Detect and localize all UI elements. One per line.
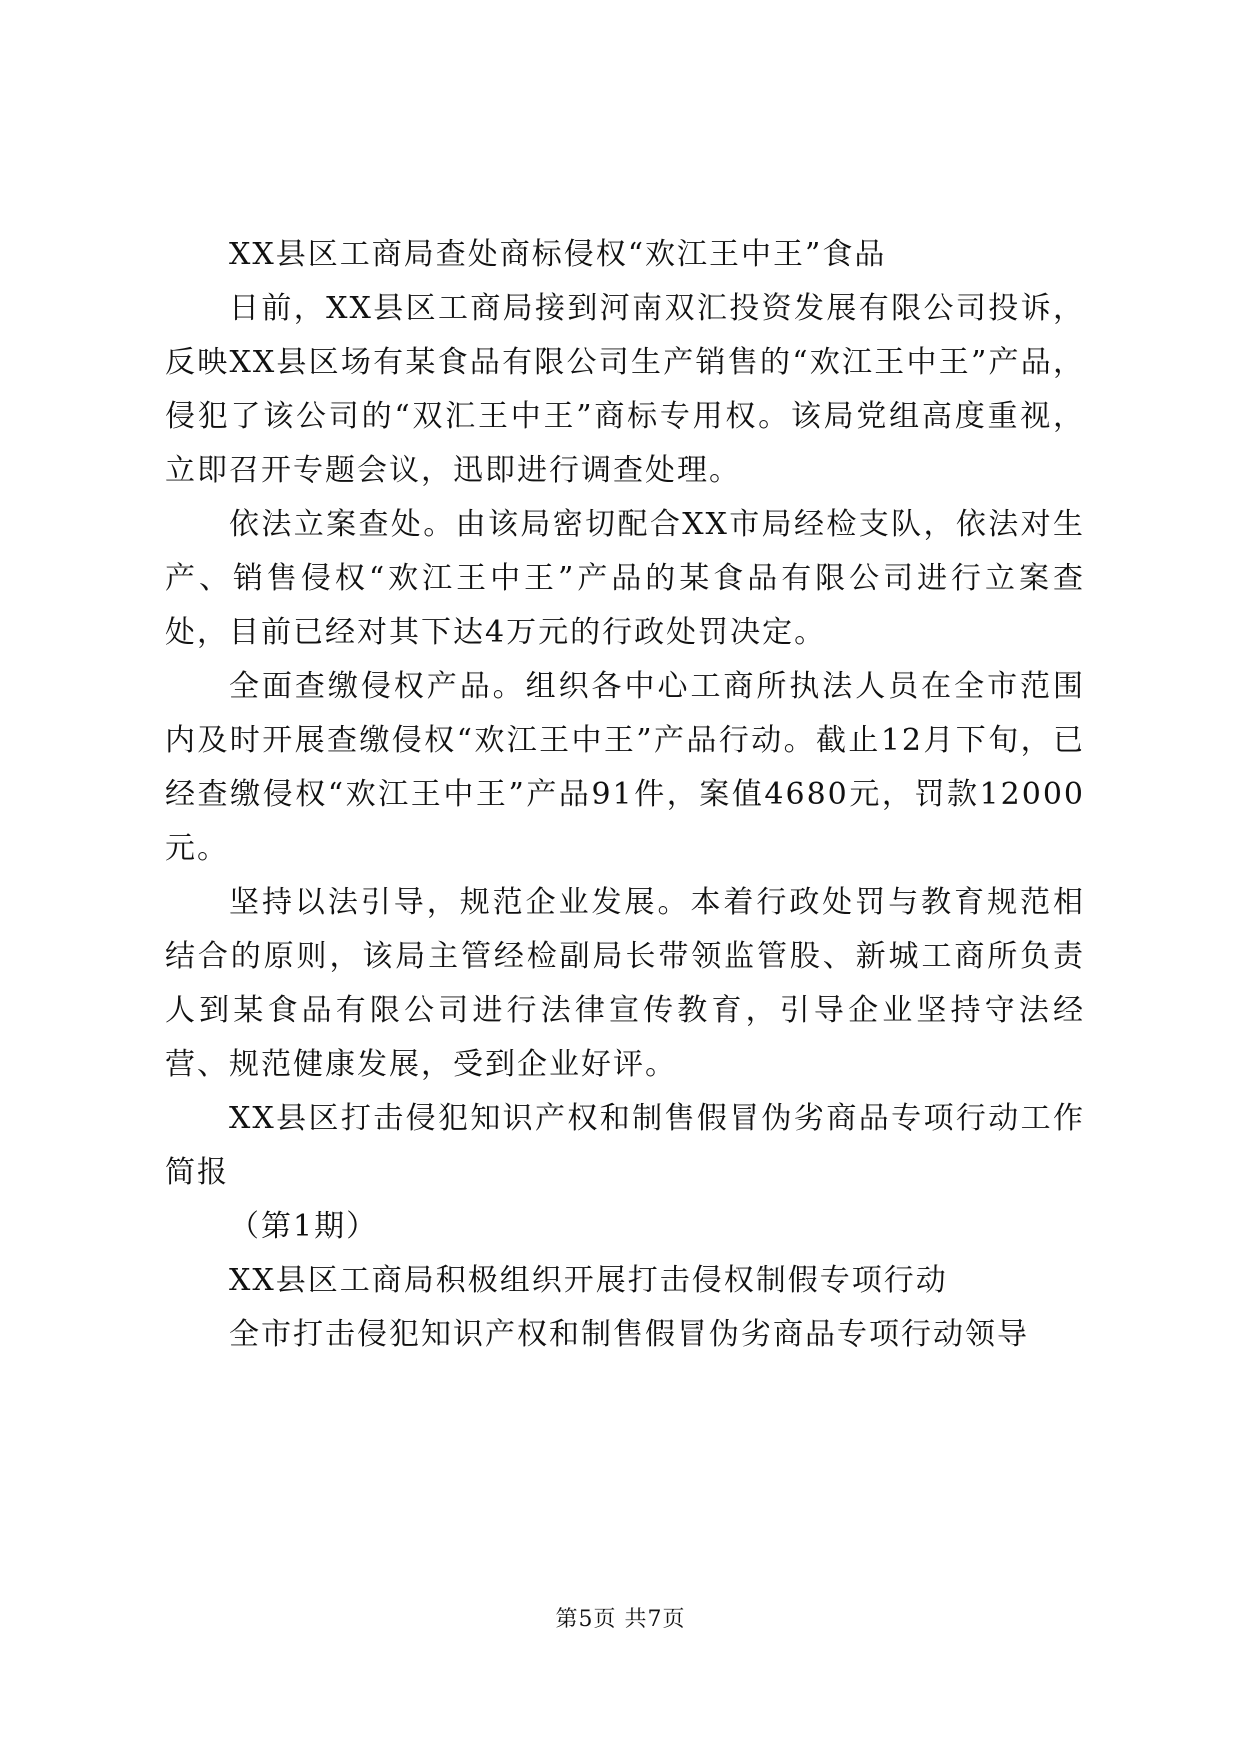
bulletin-issue: （第1期）: [229, 1209, 379, 1244]
bulletin-paragraph: 全市打击侵犯知识产权和制售假冒伪劣商品专项行动领导: [229, 1317, 1029, 1352]
bulletin-headline: XX县区工商局积极组织开展打击侵权制假专项行动: [229, 1263, 948, 1298]
article-title: XX县区工商局查处商标侵权“欢江王中王”食品: [229, 237, 887, 272]
paragraph-guidance: 坚持以法引导，规范企业发展。本着行政处罚与教育规范相结合的原则，该局主管经检副局长带领监管股、新城工商所负责人到某食品有限公司进行法律宣传教育，引导企业坚持守法经营、规范健康发展，受到企业好评。: [165, 885, 1085, 1082]
bulletin-title: XX县区打击侵犯知识产权和制售假冒伪劣商品专项行动工作简报: [165, 1101, 1085, 1190]
page-number-footer: 第5页 共7页: [555, 1607, 686, 1632]
paragraph-complaint: 日前，XX县区工商局接到河南双汇投资发展有限公司投诉，反映XX县区场有某食品有限公司生产销售的“欢江王中王”产品，侵犯了该公司的“双汇王中王”商标专用权。该局党组高度重视，立即召开专题会议，迅即进行调查处理。: [165, 291, 1085, 488]
paragraph-seizure: 全面查缴侵权产品。组织各中心工商所执法人员在全市范围内及时开展查缴侵权“欢江王中王”产品行动。截止12月下旬，已经查缴侵权“欢江王中王”产品91件，案值4680元，罚款12000元。: [165, 669, 1085, 866]
paragraph-case-filing: 依法立案查处。由该局密切配合XX市局经检支队，依法对生产、销售侵权“欢江王中王”产品的某食品有限公司进行立案查处，目前已经对其下达4万元的行政处罚决定。: [165, 507, 1085, 650]
document-body: [165, 228, 1085, 1362]
